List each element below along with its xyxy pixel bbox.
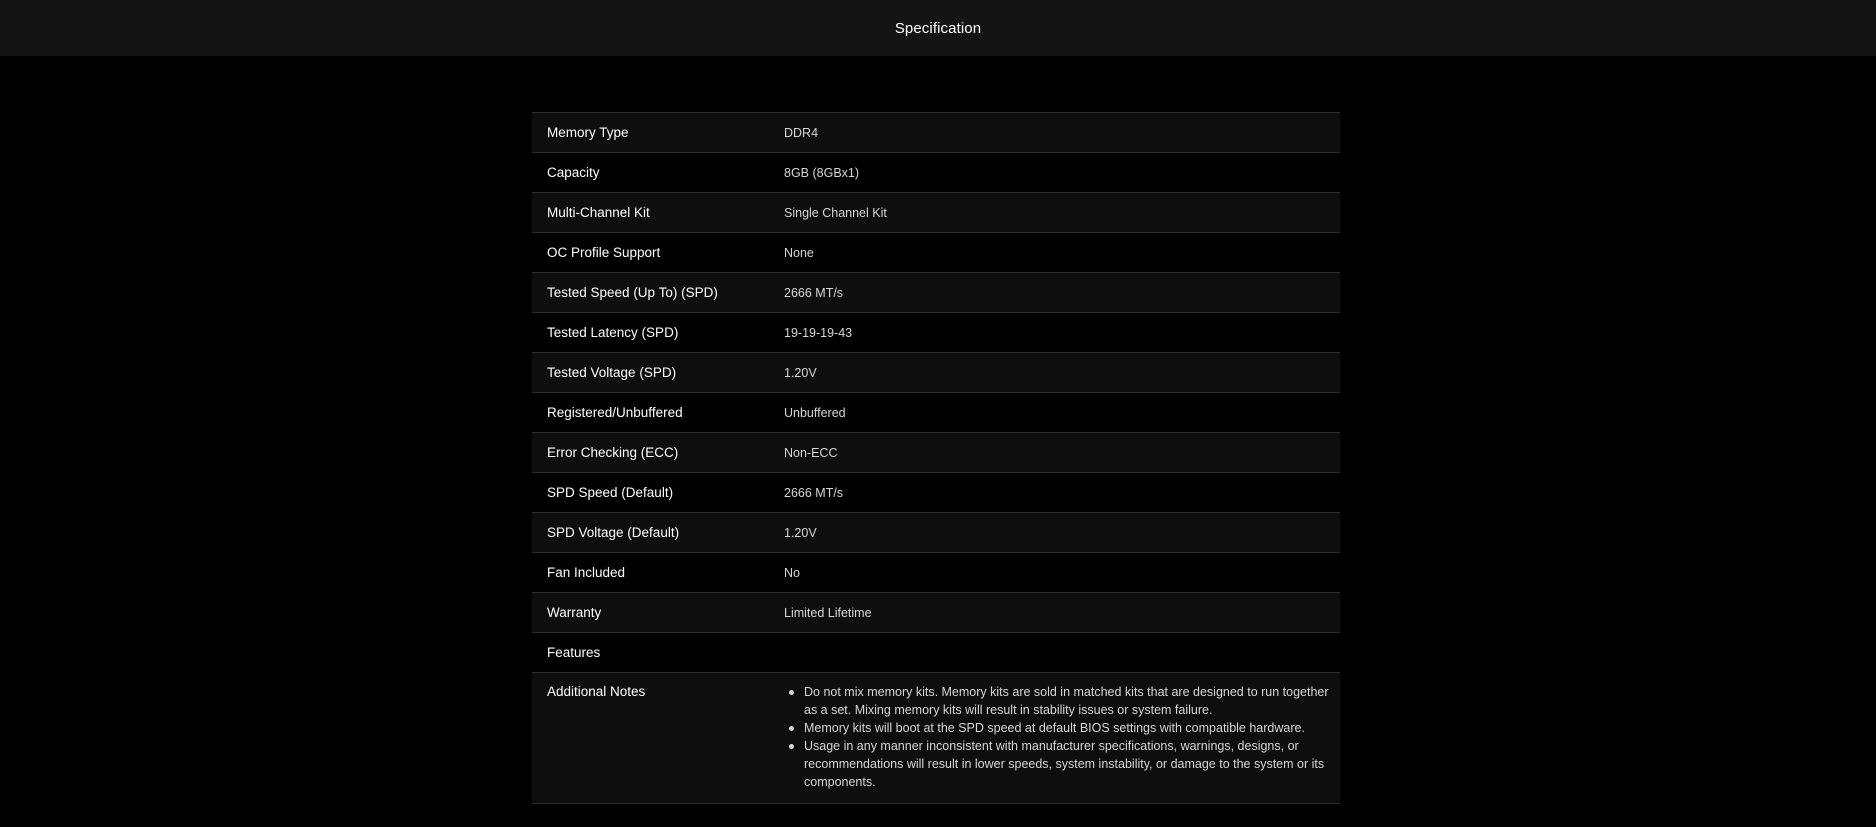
- spec-table: [532, 112, 1340, 804]
- bullet-icon: [789, 690, 794, 695]
- spec-label: Tested Voltage (SPD): [547, 365, 677, 380]
- spec-label: Multi-Channel Kit: [547, 205, 650, 220]
- spec-row-error-checking: [532, 433, 1340, 473]
- spec-row-memory-type: [532, 113, 1340, 153]
- spec-row-oc-profile-support: [532, 233, 1340, 273]
- spec-row-registered-unbuffered: [532, 393, 1340, 433]
- spec-label: Warranty: [547, 605, 602, 620]
- notes-list-container: [784, 673, 1340, 803]
- spec-label: OC Profile Support: [547, 245, 661, 260]
- spec-row-features: [532, 633, 1340, 673]
- spec-row-tested-voltage: [532, 353, 1340, 393]
- header-bar: [0, 0, 1876, 56]
- spec-row-additional-notes: [532, 673, 1340, 804]
- spec-value: No: [784, 565, 800, 580]
- spec-label: Registered/Unbuffered: [547, 405, 683, 420]
- spec-row-tested-latency: [532, 313, 1340, 353]
- spec-label: Additional Notes: [547, 684, 646, 699]
- spec-value: Single Channel Kit: [784, 205, 887, 220]
- spec-label: Fan Included: [547, 565, 626, 580]
- spec-value: Unbuffered: [784, 405, 846, 420]
- spec-label: Error Checking (ECC): [547, 445, 679, 460]
- note-text: Usage in any manner inconsistent with manufacturer specifications, warnings, designs, or recommendations will result in lower speeds, system instability, or damage to the system or its components.: [804, 739, 1325, 789]
- bullet-icon: [789, 726, 794, 731]
- spec-value: 1.20V: [784, 525, 817, 540]
- spec-label: Capacity: [547, 165, 600, 180]
- spec-label: Tested Speed (Up To) (SPD): [547, 285, 718, 300]
- list-item: [804, 683, 1340, 719]
- list-item: [804, 719, 1340, 737]
- notes-list: [784, 683, 1340, 791]
- spec-value: 8GB (8GBx1): [784, 165, 860, 180]
- spec-value: None: [784, 245, 814, 260]
- spec-row-multi-channel-kit: [532, 193, 1340, 233]
- bullet-icon: [789, 744, 794, 749]
- spec-value: 19-19-19-43: [784, 325, 853, 340]
- spec-label: SPD Voltage (Default): [547, 525, 680, 540]
- spec-row-spd-speed: [532, 473, 1340, 513]
- spec-row-warranty: [532, 593, 1340, 633]
- spec-label: Features: [547, 645, 601, 660]
- spec-value: Non-ECC: [784, 445, 838, 460]
- spec-value: 2666 MT/s: [784, 485, 844, 500]
- spec-value: [784, 633, 1340, 672]
- spec-value: 2666 MT/s: [784, 285, 844, 300]
- spec-value: 1.20V: [784, 365, 817, 380]
- spec-value: DDR4: [784, 125, 819, 140]
- note-text: Memory kits will boot at the SPD speed at default BIOS settings with compatible hardware.: [804, 721, 1305, 735]
- spec-row-capacity: [532, 153, 1340, 193]
- note-text: Do not mix memory kits. Memory kits are sold in matched kits that are designed to run together as a set. Mixing memory kits will result in stability issues or system failure.: [804, 685, 1329, 717]
- spec-label: SPD Speed (Default): [547, 485, 674, 500]
- list-item: [804, 737, 1340, 791]
- spec-row-fan-included: [532, 553, 1340, 593]
- spec-label: Tested Latency (SPD): [547, 325, 679, 340]
- spec-label: Memory Type: [547, 125, 629, 140]
- spec-row-tested-speed: [532, 273, 1340, 313]
- spec-value: Limited Lifetime: [784, 605, 872, 620]
- page-title: Specification: [894, 19, 982, 37]
- spec-row-spd-voltage: [532, 513, 1340, 553]
